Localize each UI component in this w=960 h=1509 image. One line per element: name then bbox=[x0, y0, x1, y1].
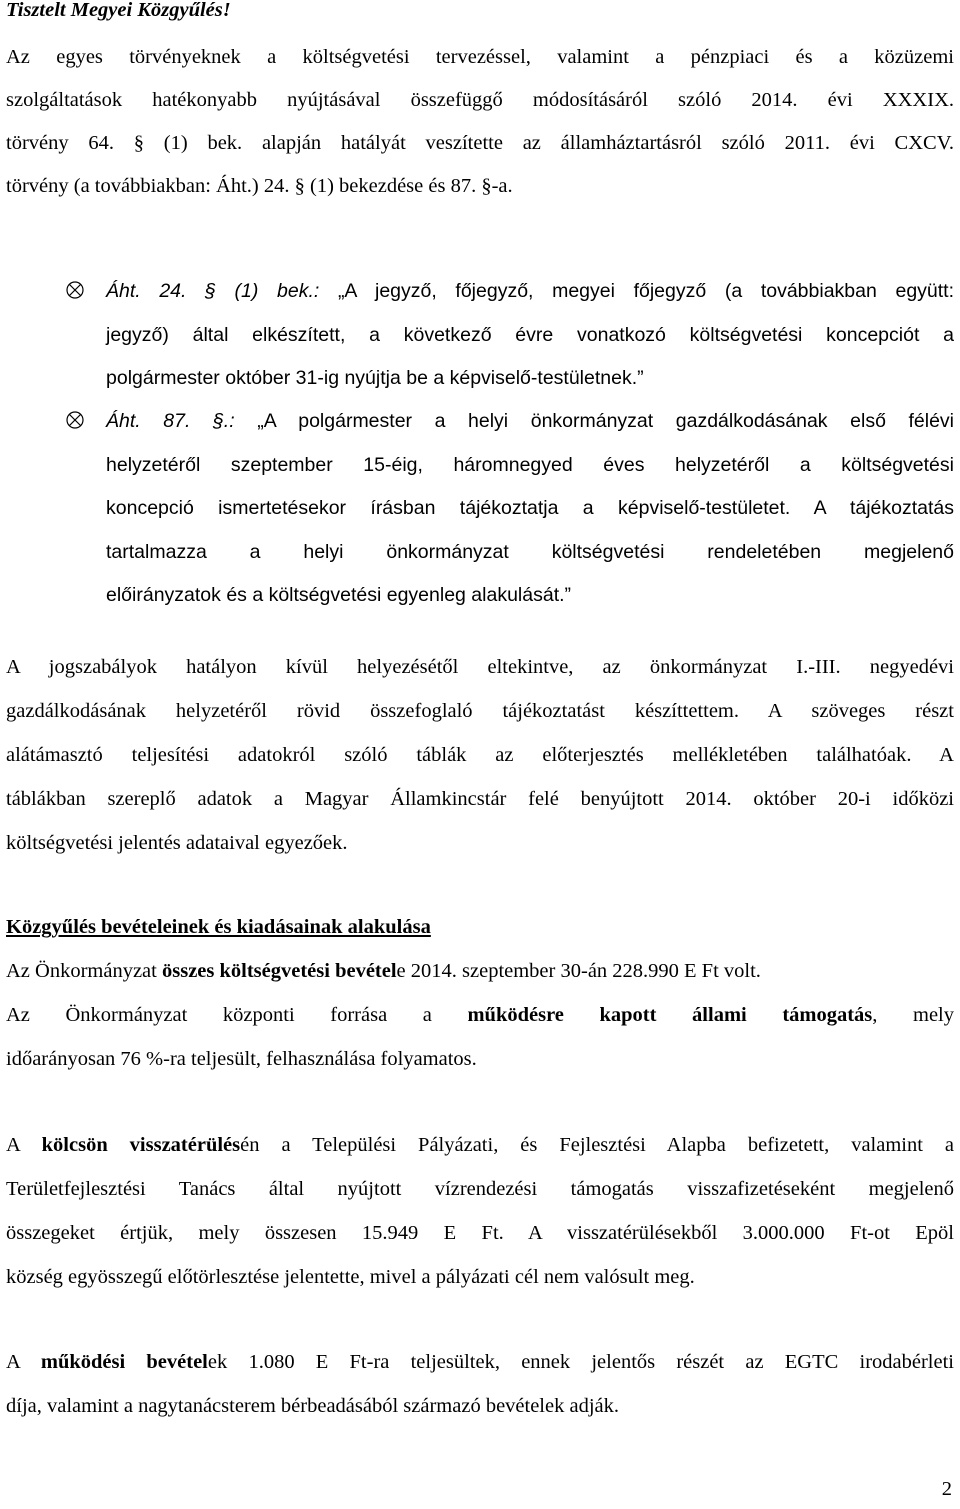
section-heading: Közgyűlés bevételeinek és kiadásainak alakulása bbox=[6, 916, 431, 938]
circled-x-bullet-icon bbox=[65, 410, 85, 430]
operating-line-1: A működési bevételek 1.080 E Ft-ra teljesültek, ennek jelentős részét az EGTC irodabérleti bbox=[6, 1351, 954, 1373]
para2-line-4: táblákban szereplő adatok a Magyar Államkincstár felé benyújtott 2014. október 20-i időközi bbox=[6, 788, 954, 810]
support-line-2: időarányosan 76 %-ra teljesült, felhasználása folyamatos. bbox=[6, 1048, 477, 1070]
bullet-2-reference: Áht. 87. §.: bbox=[106, 410, 235, 432]
bullet-2-line-5: előirányzatok és a költségvetési egyenleg alakulását.” bbox=[106, 584, 572, 606]
bullet-1-line-1: Áht. 24. § (1) bek.: „A jegyző, főjegyző, megyei főjegyző (a továbbiakban együtt: bbox=[106, 280, 955, 302]
page-number: 2 bbox=[941, 1478, 952, 1500]
loan-line-4: község egyösszegű előtörlesztése jelentette, mivel a pályázati cél nem valósult meg. bbox=[6, 1266, 695, 1288]
intro-line-4: törvény (a továbbiakban: Áht.) 24. § (1) bekezdése és 87. §-a. bbox=[6, 175, 513, 197]
bullet-1-line-2: jegyző) által elkészített, a következő évre vonatkozó költségvetési koncepciót a bbox=[106, 324, 954, 346]
bullet-1-line-3: polgármester október 31-ig nyújtja be a képviselő-testületnek.” bbox=[106, 367, 644, 389]
circled-x-bullet-icon bbox=[65, 280, 85, 300]
loan-line-3: összegeket értjük, mely összesen 15.949 E Ft. A visszatérülésekből 3.000.000 Ft-ot Epöl bbox=[6, 1222, 954, 1244]
bullet-2-line-2: helyzetéről szeptember 15-éig, háromnegyed éves helyzetéről a költségvetési bbox=[106, 454, 954, 476]
greeting: Tisztelt Megyei Közgyűlés! bbox=[6, 0, 231, 21]
para2-line-3: alátámasztó teljesítési adatokról szóló táblák az előterjesztés mellékletében találhatóak. A bbox=[6, 744, 954, 766]
intro-line-3: törvény 64. § (1) bek. alapján hatályát veszítette az államháztartásról szóló 2011. évi CXCV. bbox=[6, 132, 954, 154]
para2-line-5: költségvetési jelentés adataival egyezőek. bbox=[6, 832, 348, 854]
operating-line-2: díja, valamint a nagytanácsterem bérbeadásából származó bevételek adják. bbox=[6, 1395, 619, 1417]
bullet-2-line-1: Áht. 87. §.: „A polgármester a helyi önkormányzat gazdálkodásának első félévi bbox=[106, 410, 955, 432]
bullet-2-line-3: koncepció ismertetésekor írásban tájékoztatja a képviselő-testületet. A tájékoztatás bbox=[106, 497, 955, 519]
revenue-line: Az Önkormányzat összes költségvetési bevétele 2014. szeptember 30-án 228.990 E Ft volt. bbox=[6, 960, 761, 982]
intro-line-2: szolgáltatások hatékonyabb nyújtásával összefüggő módosításáról szóló 2014. évi XXXIX. bbox=[6, 89, 954, 111]
loan-line-2: Területfejlesztési Tanács által nyújtott vízrendezési támogatás visszafizetéseként megjelenő bbox=[6, 1178, 954, 1200]
para2-line-2: gazdálkodásának helyzetéről rövid összefoglaló tájékoztatást készíttettem. A szöveges részt bbox=[6, 700, 954, 722]
support-line-1: Az Önkormányzat központi forrása a működésre kapott állami támogatás, mely bbox=[6, 1004, 954, 1026]
intro-line-1: Az egyes törvényeknek a költségvetési tervezéssel, valamint a pénzpiaci és a közüzemi bbox=[6, 46, 954, 68]
bullet-2-line-4: tartalmazza a helyi önkormányzat költségvetési rendeletében megjelenő bbox=[106, 541, 954, 563]
para2-line-1: A jogszabályok hatályon kívül helyezésétől eltekintve, az önkormányzat I.-III. negyedévi bbox=[6, 656, 954, 678]
bullet-1-reference: Áht. 24. § (1) bek.: bbox=[106, 280, 320, 302]
loan-line-1: A kölcsön visszatérülésén a Települési Pályázati, és Fejlesztési Alapba befizetett, valamint a bbox=[6, 1134, 954, 1156]
